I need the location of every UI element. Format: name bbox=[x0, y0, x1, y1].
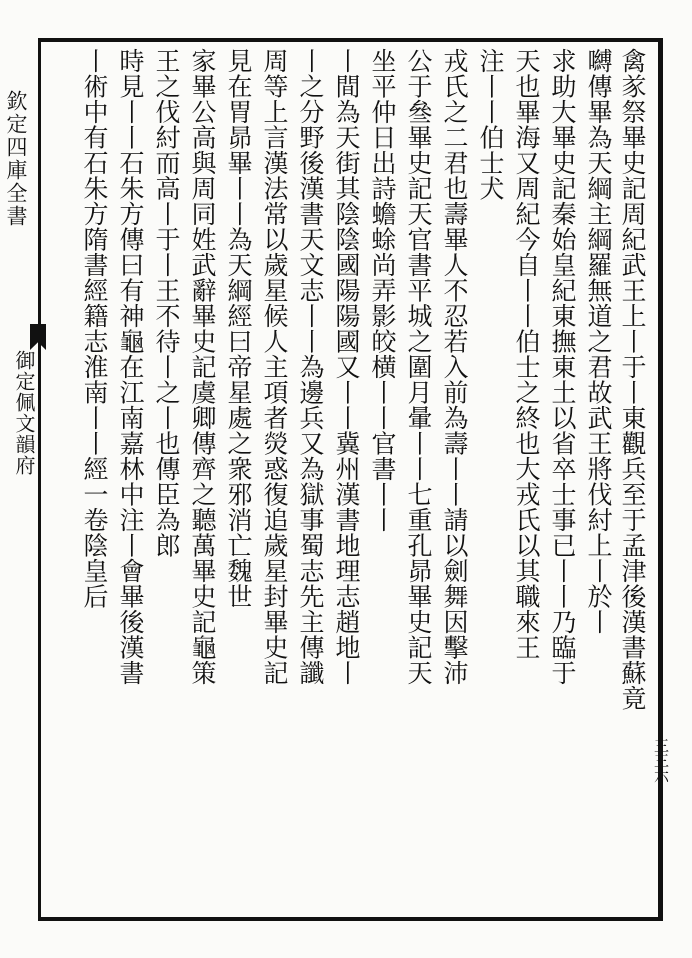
text-column: 時見丨丨石朱方傳曰有神龜在江南嘉林中注丨會畢後漢書 bbox=[116, 48, 145, 686]
text-column: 坐平仲日出詩蟾蜍尚弄影皎横丨丨官書丨丨 bbox=[368, 48, 397, 533]
text-column: 天也畢海又周紀今自丨丨伯士之終也大戎氏以其職來王 bbox=[512, 48, 541, 660]
text-column: 嚩傳畢為天綱主綱羅無道之君故武王將伐紂上丨於丨 bbox=[584, 48, 613, 635]
text-column: 戎氏之二君也壽畢人不忍若入前為壽丨丨請以劍舞因擊沛 bbox=[440, 48, 469, 686]
page-edge bbox=[0, 38, 38, 917]
book-title: 欽定四庫全書 bbox=[4, 90, 28, 228]
text-column: 見在胃昴畢丨丨為天綱經曰帝星處之衆邪消亡魏世 bbox=[224, 48, 253, 609]
text-column: 求助大畢史記秦始皇紀東撫東土以省卒士事已丨丨乃臨于 bbox=[548, 48, 577, 686]
text-column: 家畢公高與周同姓武辭畢史記虞卿傳齊之聽萬畢史記龜策 bbox=[188, 48, 217, 686]
text-column: 丨之分野後漢書天文志丨丨為邊兵又為獄事蜀志先主傳讖 bbox=[296, 48, 325, 686]
volume-title: 御定佩文韻府 bbox=[12, 350, 36, 476]
text-column: 禽㒸祭畢史記周紀武王上丨于丨東觀兵至于孟津後漢書蘇竟 bbox=[618, 48, 647, 711]
text-column: 周等上言漢法常以歲星候人主項者熒惑復追歲星封畢史記 bbox=[260, 48, 289, 686]
text-column: 王之伐紂而高丨于丨王不待丨之丨也傳臣為郎 bbox=[152, 48, 181, 558]
text-column: 公于叄畢史記天官書平城之圍月暈丨丨七重孔昴畢史記天 bbox=[404, 48, 433, 686]
text-column: 注丨丨伯士犬 bbox=[476, 48, 505, 201]
text-column: 丨術中有石朱方隋書經籍志淮南丨丨經一卷陰皇后 bbox=[80, 48, 109, 609]
page-number: 三三六 bbox=[652, 738, 670, 783]
text-column: 丨間為天街其陰陰國陽陽國又丨丨冀州漢書地理志趙地丨 bbox=[332, 48, 361, 686]
page-border-left bbox=[38, 38, 41, 917]
